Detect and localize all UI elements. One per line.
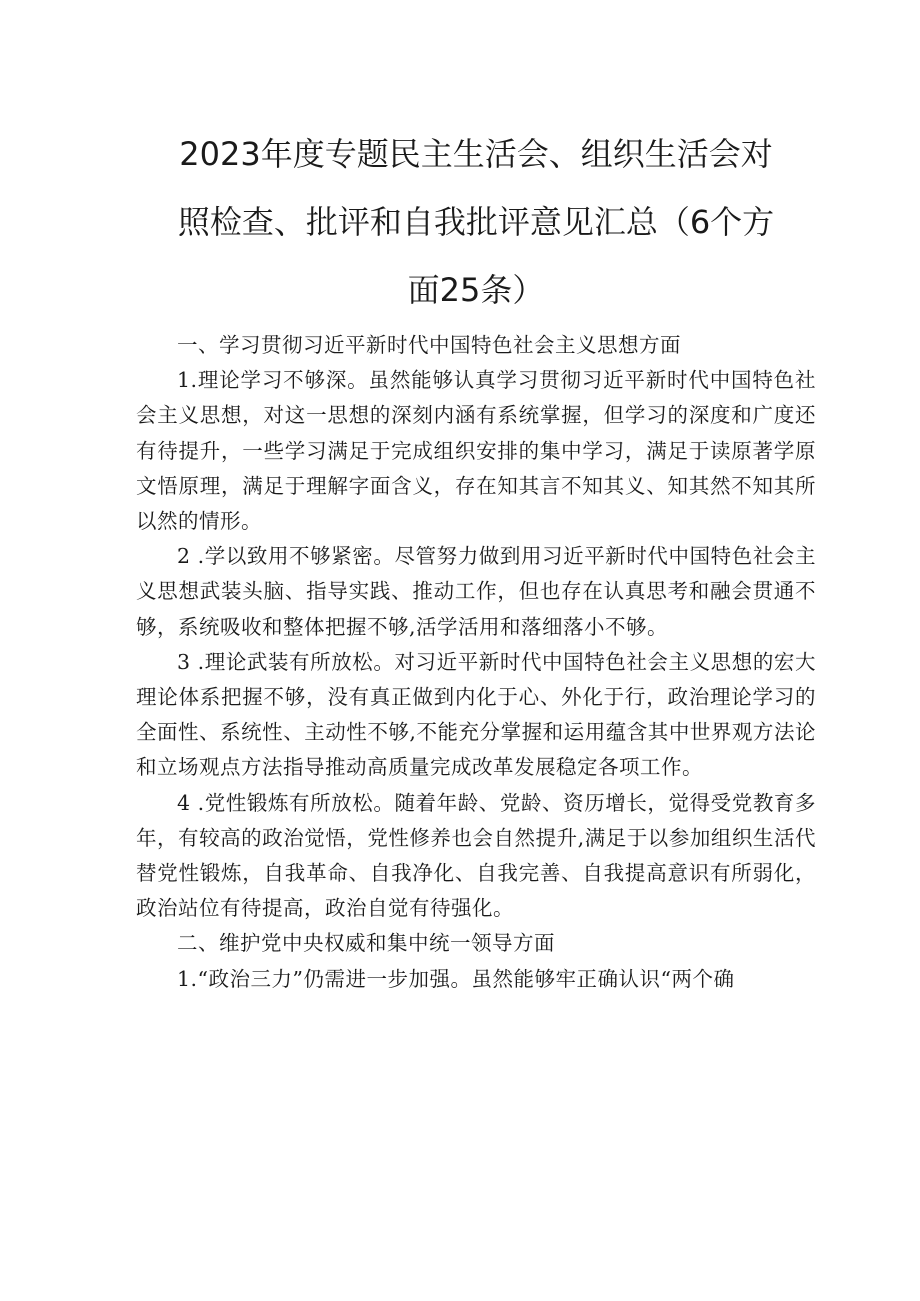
section-1 xyxy=(136,328,816,926)
title-line-2: 照检查、批评和自我批评意见汇总（6个方 xyxy=(177,203,775,241)
paragraph-item: 2 .学以致用不够紧密。尽管努力做到用习近平新时代中国特色社会主义思想武装头脑、指导实践、推动工作，但也存在认真思考和融会贯通不够，系统吸收和整体把握不够,活学活用和落细落小不够。 xyxy=(136,544,816,639)
section-heading: 二、维护党中央权威和集中统一领导方面 xyxy=(177,931,555,956)
paragraph-item: 4 .党性锻炼有所放松。随着年龄、党龄、资历增长，觉得受党教育多年，有较高的政治觉悟，党性修养也会自然提升,满足于以参加组织生活代替党性锻炼，自我革命、自我净化、自我完善、自我提高意识有所弱化，政治站位有待提高，政治自觉有待强化。 xyxy=(136,790,816,921)
section-heading: 一、学习贯彻习近平新时代中国特色社会主义思想方面 xyxy=(177,333,681,357)
section-2 xyxy=(136,926,816,996)
paragraph-item: 1.“政治三力”仍需进一步加强。虽然能够牢正确认识“两个确 xyxy=(177,966,735,991)
paragraph-item: 1.理论学习不够深。虽然能够认真学习贯彻习近平新时代中国特色社会主义思想，对这一思想的深刻内涵有系统掌握，但学习的深度和广度还有待提升，一些学习满足于完成组织安排的集中学习，满足于读原著学原文悟原理，满足于理解字面含义，存在知其言不知其义、知其然不知其所以然的情形。 xyxy=(136,368,816,534)
document-title xyxy=(136,120,816,324)
paragraph-item: 3 .理论武装有所放松。对习近平新时代中国特色社会主义思想的宏大理论体系把握不够，没有真正做到内化于心、外化于行，政治理论学习的全面性、系统性、主动性不够,不能充分掌握和运用蕴含其中世界观方法论和立场观点方法指导推动高质量完成改革发展稳定各项工作。 xyxy=(136,649,816,780)
title-line-1: 2023年度专题民主生活会、组织生活会对 xyxy=(179,135,773,173)
title-line-3: 面25条） xyxy=(407,271,545,309)
